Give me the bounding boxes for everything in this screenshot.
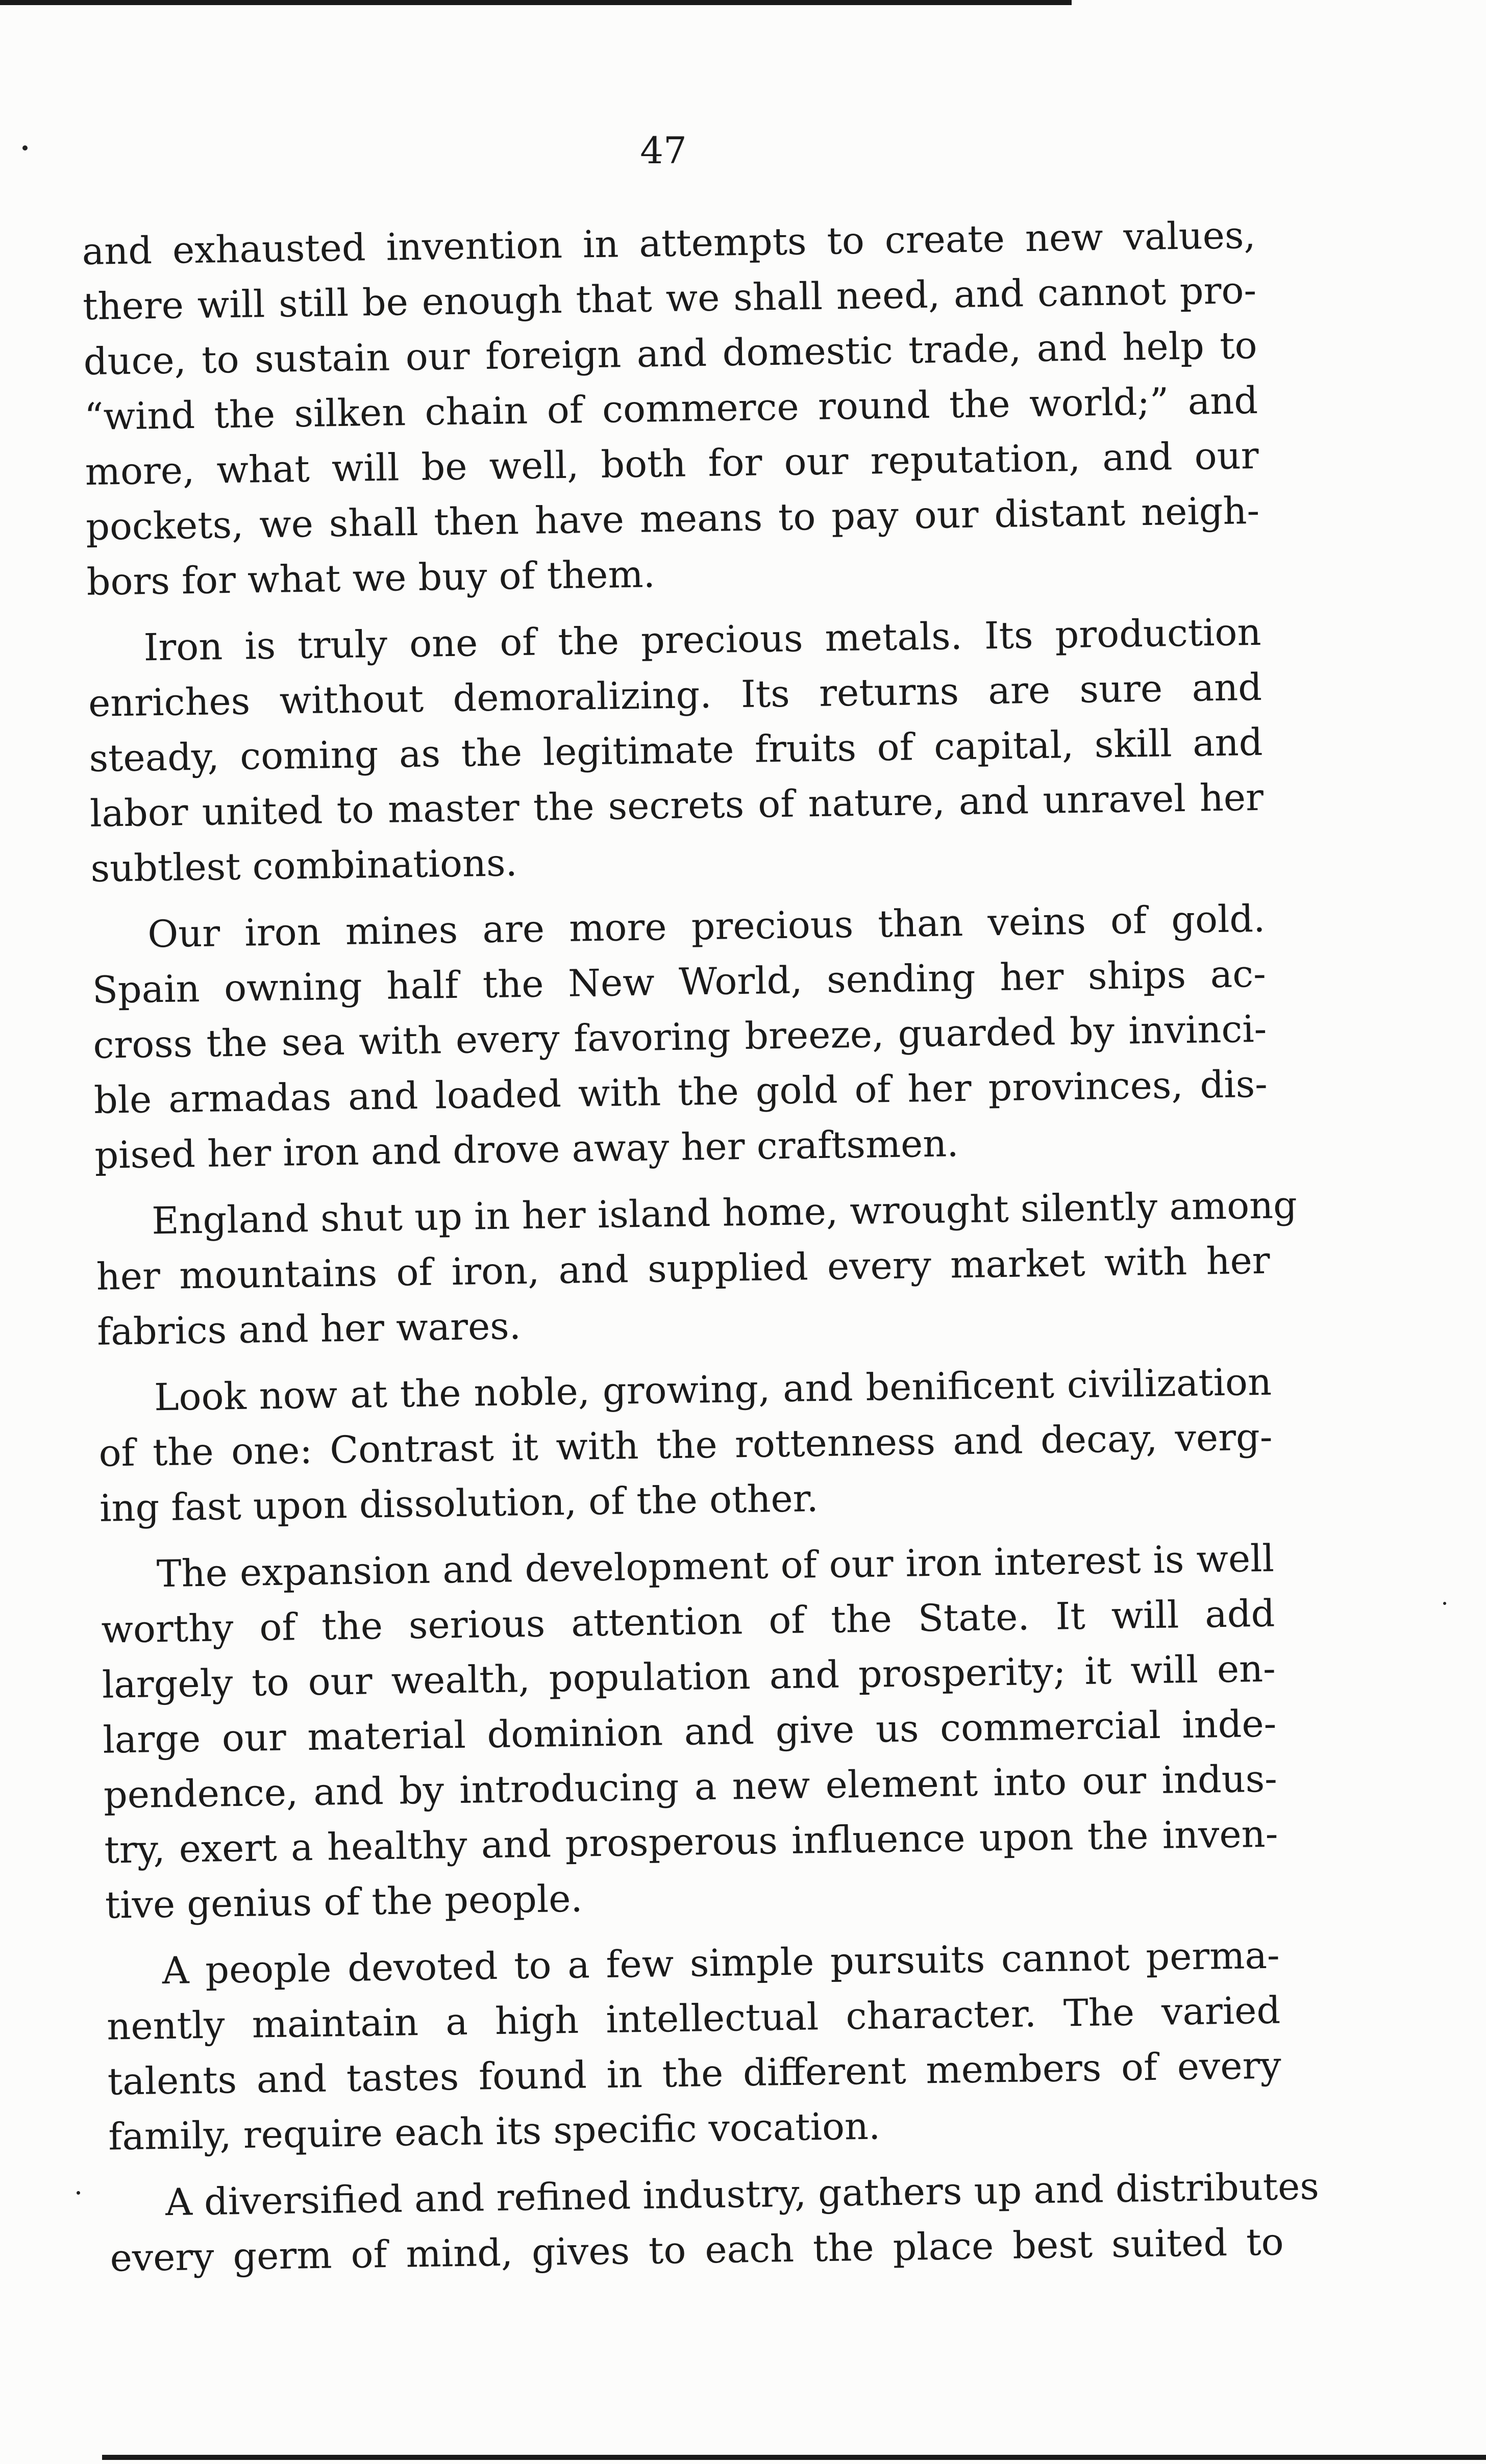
text-line: every germ of mind, gives to each the place best suited to [110,2220,1284,2280]
text-line: duce, to sustain our foreign and domestic trade, and help to [83,323,1258,384]
top-edge-rule [0,0,1072,5]
ink-speck [77,2191,80,2195]
text-line: steady, coming as the legitimate fruits of capital, skill and [89,720,1263,781]
page-number: 47 [640,129,687,172]
text-line: family, require each its specific vocation. [108,2104,881,2159]
text-line: pockets, we shall then have means to pay our distant neigh- [85,489,1260,549]
text-line: tive genius of the people. [105,1877,583,1927]
bottom-edge-rule [102,2455,1486,2460]
text-line: enriches without demoralizing. Its returns are sure and [88,665,1262,725]
text-line: and exhausted invention in attempts to create new values, [82,213,1256,273]
text-line: The expansion and development of our iron interest is well [156,1537,1275,1596]
body-text [82,208,1320,2298]
paragraph [87,605,1265,897]
text-line: fabrics and her wares. [96,1304,522,1354]
paragraph [82,208,1260,610]
text-line: more, what will be well, both for our reputation, and our [85,434,1259,494]
text-line: her mountains of iron, and supplied every market with her [96,1239,1271,1299]
text-line: worthy of the serious attention of the State. It will add [101,1592,1275,1652]
ink-speck [1443,1602,1446,1605]
text-line: Iron is truly one of the precious metals. Its production [143,610,1261,670]
text-line: A people devoted to a few simple pursuits cannot perma- [162,1933,1280,1993]
paragraph [100,1531,1279,1933]
ink-speck [22,145,28,150]
text-line: Spain owning half the New World, sending her ships ac- [92,952,1267,1012]
text-line: try, exert a healthy and prosperous influence upon the inven- [104,1812,1278,1872]
text-line: Our iron mines are more precious than veins of gold. [147,897,1266,957]
text-line: bors for what we buy of them. [86,552,656,604]
text-line: cross the sea with every favoring breeze, guarded by invinci- [92,1007,1267,1067]
paragraph [109,2160,1320,2286]
text-line: largely to our wealth, population and prosperity; it will en- [102,1647,1276,1707]
paragraph [95,1178,1298,1360]
text-line: ble armadas and loaded with the gold of her provinces, dis- [93,1062,1268,1122]
paragraph [97,1355,1273,1537]
text-line: Look now at the noble, growing, and benificent civilization [154,1360,1272,1420]
text-line: labor united to master the secrets of nature, and unravel her [89,775,1264,836]
text-line: “wind the silken chain of commerce round the world;” and [84,379,1258,439]
text-line: pendence, and by introducing a new element into our indus- [103,1757,1278,1817]
paragraph [106,1928,1282,2165]
text-line: subtlest combinations. [90,841,518,891]
text-line: A diversified and refined industry, gathers up and distributes [165,2165,1320,2225]
text-line: large our material dominion and give us commercial inde- [102,1702,1277,1762]
text-line: England shut up in her island home, wrought silently among [151,1183,1298,1243]
text-line: ing fast upon dissolution, of the other. [99,1477,819,1530]
text-line: nently maintain a high intellectual character. The varied [106,1989,1281,2049]
paragraph [91,892,1269,1184]
text-line: of the one: Contrast it with the rottenness and decay, verg- [98,1415,1273,1475]
text-line: there will still be enough that we shall need, and cannot pro- [82,268,1257,329]
text-line: pised her iron and drove away her craftsmen. [94,1122,959,1177]
text-line: talents and tastes found in the different members of every [107,2044,1282,2104]
